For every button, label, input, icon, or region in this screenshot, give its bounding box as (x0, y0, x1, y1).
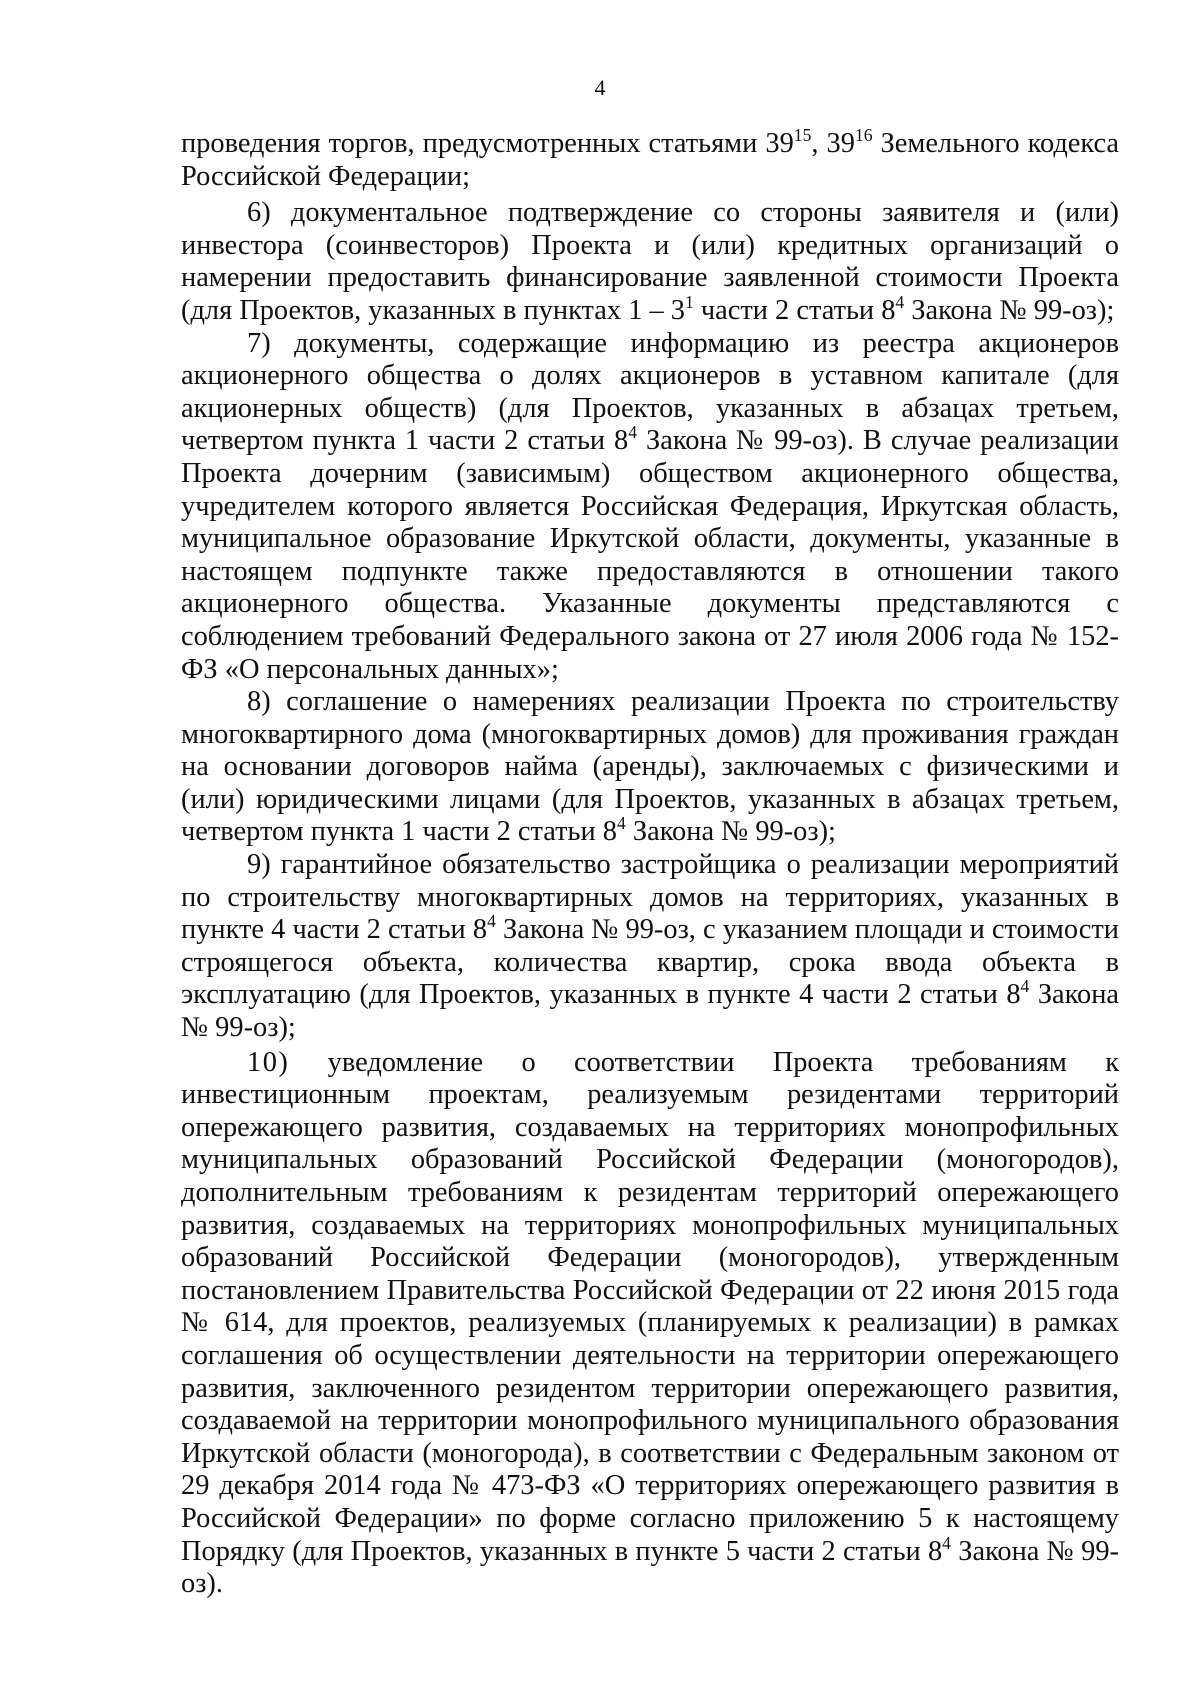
item-number: 10) (247, 1046, 290, 1078)
list-item-6 (181, 197, 1119, 327)
text-run: уведомление о соответствии Проекта требованиям к инвестиционным проектам, реализуемым резидентами территорий опережающего развития, создаваемых на территориях монопрофильных муниципальных образований Российской Федерации (моногородов), дополнительным требованиям к резидентам территорий опережающего развития, создаваемых на территориях монопрофильных муниципальных образований Российской Федерации (моногородов), утвержденным постановлением Правительства Российской Федерации от 22 июня 2015 года № 614, для проектов, реализуемых (планируемых к реализации) в рамках соглашения об осуществлении деятельности на территории опережающего развития, заключенного резидентом территории опережающего развития, создаваемой на территории монопрофильного муниципального образования Иркутской области (моногорода), в соответствии с Федеральным законом от 29 декабря 2014 года № 473-ФЗ «О территориях опережающего развития в Российской Федерации» по форме согласно приложению 5 к настоящему Порядку (для Проектов, указанных в пункте 5 части 2 статьи 8 (181, 1046, 1119, 1567)
text-run: 8) соглашение о намерениях реализации Проекта по строительству многоквартирного дома (многоквартирных домов) для проживания граждан на основании договоров найма (аренды), заключаемых с физическими и (или) юридическими лицами (для Проектов, указанных в абзацах третьем, четвертом пункта 1 части 2 статьи 8 (181, 686, 1119, 848)
superscript: 4 (487, 911, 496, 932)
text-run: Закона № 99-оз); (625, 816, 836, 848)
text-run: Закона № 99-оз). В случае реализации Проекта дочерним (зависимым) обществом акционерного общества, учредителем которого является Российская Федерация, Иркутская область, муниципальное образование Иркутской области, документы, указанные в настоящем подпункте также предоставляются в отношении такого акционерного общества. Указанные документы представляются с соблюдением требований Федерального закона от 27 июля 2006 года № 152-ФЗ «О персональных данных»; (181, 425, 1119, 685)
superscript: 16 (854, 125, 873, 146)
paragraph-continuation (181, 125, 1120, 193)
superscript: 4 (942, 1532, 951, 1553)
superscript: 1 (684, 292, 694, 313)
text-run: Земельного кодекса Российской Федерации; (181, 128, 1120, 192)
list-item-7 (181, 328, 1119, 687)
page-number: 4 (594, 75, 606, 100)
text-run: части 2 статьи 8 (693, 294, 896, 326)
superscript: 4 (616, 813, 626, 834)
text-run: 6) документальное подтверждение со стороны заявителя и (или) инвестора (соинвесторов) Проекта и (или) кредитных организаций о намерении предоставить финансирование заявленной стоимости Проекта (для Проектов, указанных в пунктах 1 – 3 (181, 197, 1119, 326)
text-run: Закона № 99-оз); (904, 294, 1115, 326)
text-run: Закона № 99-оз, с указанием площади и стоимости строящегося объекта, количества квартир, срока ввода объекта в эксплуатацию (для Проектов, указанных в пункте 4 части 2 статьи 8 (181, 914, 1119, 1011)
list-item-8 (181, 686, 1119, 849)
text-run: проведения торгов, предусмотренных статьями 39 (181, 128, 794, 159)
document-body (181, 125, 1120, 1601)
superscript: 4 (628, 422, 638, 443)
text-run: , 39 (811, 128, 855, 159)
superscript: 4 (895, 292, 905, 313)
text-run: 7) документы, содержащие информацию из реестра акционеров акционерного общества о долях акционеров в уставном капитале (для акционерных обществ) (для Проектов, указанных в абзацах третьем, четвертом пункта 1 части 2 статьи 8 (181, 327, 1119, 457)
list-item-10 (181, 1047, 1119, 1601)
list-item-9 (181, 849, 1119, 1045)
text-run: Закона № 99-оз); (181, 979, 1119, 1044)
superscript: 15 (793, 125, 812, 146)
superscript: 4 (1020, 976, 1030, 997)
text-run: 9) гарантийное обязательство застройщика о реализации мероприятий по строительству многоквартирных домов на территориях, указанных в пункте 4 части 2 статьи 8 (181, 849, 1119, 946)
text-run: Закона № 99-оз). (181, 1535, 1120, 1600)
